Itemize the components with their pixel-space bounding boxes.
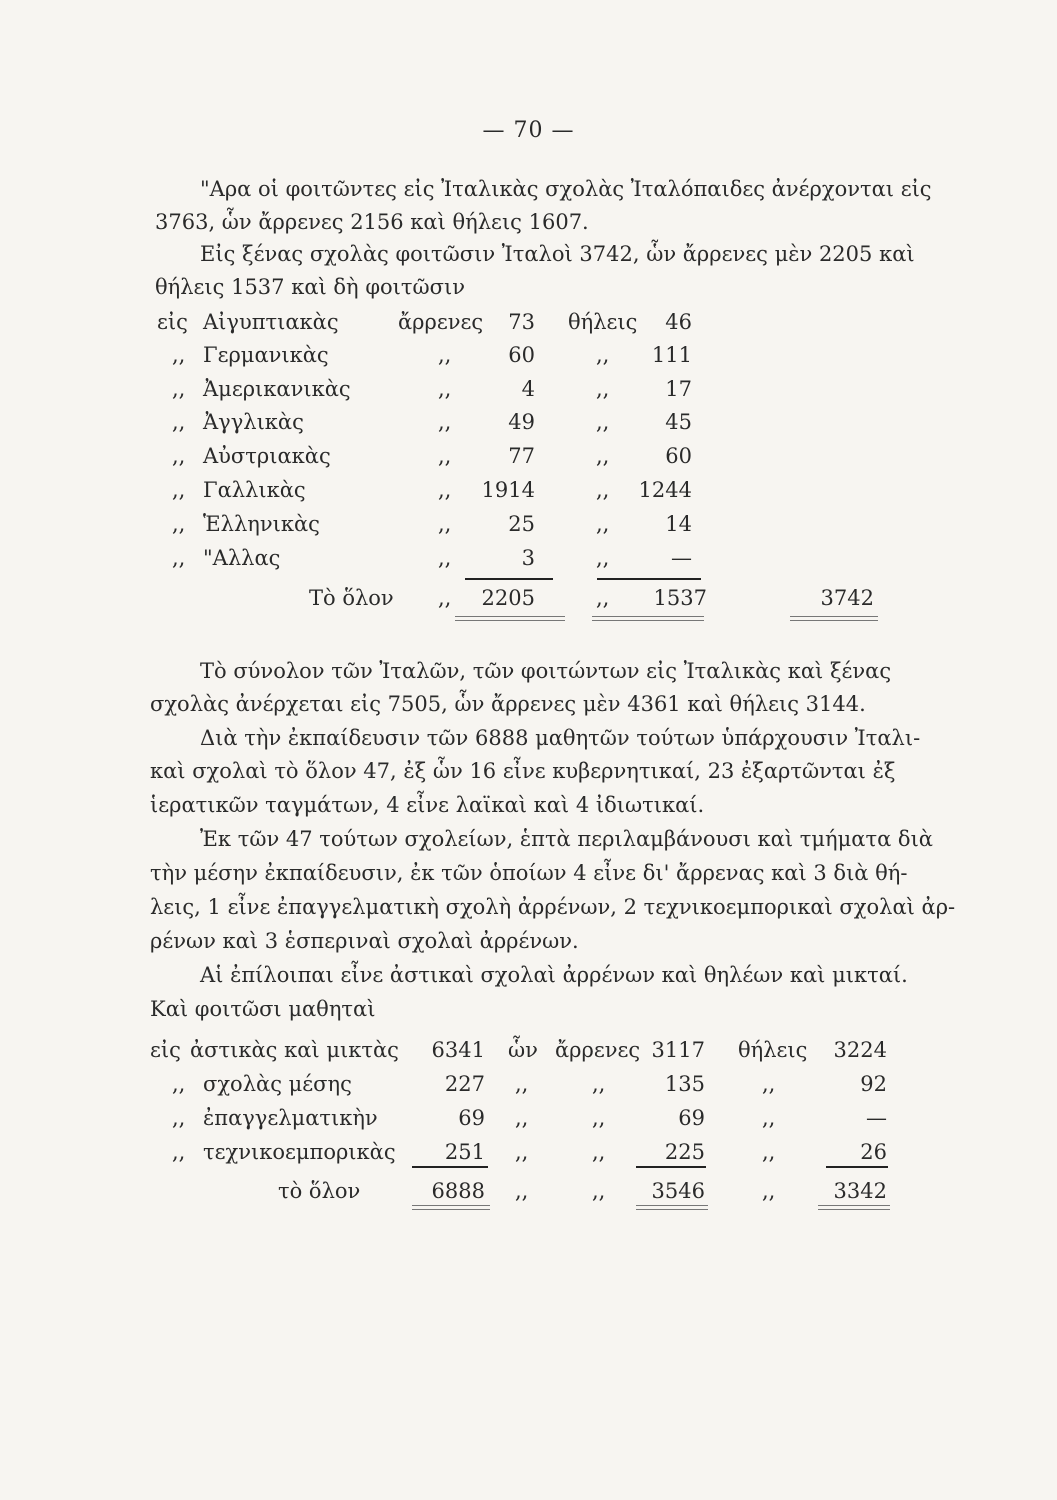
female-count: — xyxy=(671,546,692,570)
school-type: Αἰγυπτιακὰς xyxy=(203,310,339,334)
paragraph-line: Διὰ τὴν ἐκπαίδευσιν τῶν 6888 μαθητῶν τούτων ὑπάρχουσιν Ἰταλι- xyxy=(200,726,921,750)
male-count: 225 xyxy=(664,1140,705,1164)
male-label: ,, xyxy=(438,444,452,468)
paragraph-line: θήλεις 1537 καὶ δὴ φοιτῶσιν xyxy=(155,275,465,299)
female-count: 45 xyxy=(665,410,692,434)
row-prefix: ,, xyxy=(172,444,186,468)
female-count: 1244 xyxy=(638,478,692,502)
row-prefix: ,, xyxy=(172,343,186,367)
sum-rule xyxy=(412,1166,488,1168)
school-type: ἐπαγγελματικὴν xyxy=(203,1106,378,1130)
male-total: 2205 xyxy=(481,586,535,610)
male-total: 3546 xyxy=(651,1179,705,1203)
paragraph-line: ρένων καὶ 3 ἑσπεριναὶ σχολαὶ ἀρρένων. xyxy=(150,929,579,953)
male-label: ,, xyxy=(438,512,452,536)
female-count: 26 xyxy=(860,1140,887,1164)
row-prefix: ,, xyxy=(172,1140,186,1164)
female-label: θήλεις xyxy=(568,310,638,334)
school-type: Γερμανικὰς xyxy=(203,343,329,367)
male-label: ,, xyxy=(592,1072,606,1096)
female-label: ,, xyxy=(762,1106,776,1130)
female-count: 14 xyxy=(665,512,692,536)
sum-rule xyxy=(465,578,553,580)
student-total: 6341 xyxy=(431,1038,485,1062)
female-total: 3342 xyxy=(833,1179,887,1203)
row-prefix: ,, xyxy=(172,1106,186,1130)
row-prefix: εἰς xyxy=(150,1038,181,1062)
female-total: 1537 xyxy=(653,586,707,610)
ditto: ,, xyxy=(515,1140,529,1164)
school-type: Γαλλικὰς xyxy=(203,478,306,502)
school-type: Αὐστριακὰς xyxy=(203,444,331,468)
school-type: Ἀγγλικὰς xyxy=(203,410,304,434)
male-count: 3 xyxy=(521,546,535,570)
row-prefix: εἰς xyxy=(157,310,188,334)
double-rule xyxy=(592,616,704,621)
female-label: ,, xyxy=(596,586,610,610)
total-label: τὸ ὅλον xyxy=(278,1179,361,1203)
female-count: 111 xyxy=(651,343,692,367)
female-label: ,, xyxy=(596,410,610,434)
female-label: ,, xyxy=(762,1140,776,1164)
male-count: 135 xyxy=(664,1072,705,1096)
male-count: 3117 xyxy=(651,1038,705,1062)
paragraph-line: καὶ σχολαὶ τὸ ὅλον 47, ἐξ ὧν 16 εἶνε κυβερνητικαί, 23 ἐξαρτῶνται ἐξ xyxy=(150,759,896,783)
male-label: ,, xyxy=(438,377,452,401)
total-label: Τὸ ὅλον xyxy=(309,586,394,610)
female-count: 92 xyxy=(860,1072,887,1096)
grand-total: 3742 xyxy=(820,586,874,610)
ditto: ,, xyxy=(515,1106,529,1130)
male-label: ,, xyxy=(592,1106,606,1130)
paragraph-line: Εἰς ξένας σχολὰς φοιτῶσιν Ἰταλοὶ 3742, ὧν ἄρρενες μὲν 2205 καὶ xyxy=(200,242,915,266)
row-prefix: ,, xyxy=(172,377,186,401)
school-type: τεχνικοεμπορικὰς xyxy=(203,1140,396,1164)
paragraph-line: σχολὰς ἀνέρχεται εἰς 7505, ὧν ἄρρενες μὲν 4361 καὶ θήλεις 3144. xyxy=(150,692,866,716)
female-count: 17 xyxy=(665,377,692,401)
student-total: 227 xyxy=(444,1072,485,1096)
row-prefix: ,, xyxy=(172,546,186,570)
male-count: 69 xyxy=(678,1106,705,1130)
paragraph-line: Καὶ φοιτῶσι μαθηταὶ xyxy=(150,997,376,1021)
male-label: ,, xyxy=(438,343,452,367)
male-label: ,, xyxy=(438,546,452,570)
school-type: ἀστικὰς καὶ μικτὰς xyxy=(190,1038,399,1062)
sum-rule xyxy=(826,1166,888,1168)
double-rule xyxy=(455,616,565,621)
female-label: ,, xyxy=(596,343,610,367)
paragraph-line: "Αρα οἱ φοιτῶντες εἰς Ἰταλικὰς σχολὰς Ἰταλόπαιδες ἀνέρχονται εἰς xyxy=(200,177,932,201)
sum-rule xyxy=(636,1166,706,1168)
paragraph-line: τὴν μέσην ἐκπαίδευσιν, ἐκ τῶν ὁποίων 4 εἶνε δι' ἄρρενας καὶ 3 διὰ θή- xyxy=(150,861,908,885)
double-rule xyxy=(790,616,878,621)
female-count: — xyxy=(866,1106,887,1130)
male-label: ,, xyxy=(438,586,452,610)
school-type: "Αλλας xyxy=(203,546,281,570)
male-count: 77 xyxy=(508,444,535,468)
male-label: ἄρρενες xyxy=(555,1038,641,1062)
row-prefix: ,, xyxy=(172,1072,186,1096)
school-type: Ἀμερικανικὰς xyxy=(203,377,351,401)
male-count: 4 xyxy=(521,377,535,401)
male-label: ,, xyxy=(438,410,452,434)
row-prefix: ,, xyxy=(172,478,186,502)
ditto: ,, xyxy=(515,1072,529,1096)
sum-rule xyxy=(597,578,701,580)
paragraph-line: λεις, 1 εἶνε ἐπαγγελματικὴ σχολὴ ἀρρένων, 2 τεχνικοεμπορικαὶ σχολαὶ ἀρ- xyxy=(150,895,956,919)
paragraph-line: Αἱ ἐπίλοιπαι εἶνε ἀστικαὶ σχολαὶ ἀρρένων καὶ θηλέων καὶ μικταί. xyxy=(200,963,908,987)
female-label: ,, xyxy=(596,512,610,536)
female-label: ,, xyxy=(762,1072,776,1096)
row-prefix: ,, xyxy=(172,512,186,536)
double-rule xyxy=(412,1205,490,1210)
female-label: ,, xyxy=(762,1179,776,1203)
female-label: ,, xyxy=(596,478,610,502)
of-whom: ὧν xyxy=(508,1038,538,1062)
female-count: 3224 xyxy=(833,1038,887,1062)
school-type: σχολὰς μέσης xyxy=(203,1072,352,1096)
male-label: ,, xyxy=(592,1140,606,1164)
male-count: 1914 xyxy=(481,478,535,502)
paragraph-line: 3763, ὧν ἄρρενες 2156 καὶ θήλεις 1607. xyxy=(155,210,589,234)
page-number: — 70 — xyxy=(482,118,575,143)
female-label: ,, xyxy=(596,377,610,401)
male-label: ,, xyxy=(592,1179,606,1203)
double-rule xyxy=(636,1205,708,1210)
male-count: 25 xyxy=(508,512,535,536)
student-total: 69 xyxy=(458,1106,485,1130)
male-count: 73 xyxy=(508,310,535,334)
row-prefix: ,, xyxy=(172,410,186,434)
female-count: 46 xyxy=(665,310,692,334)
school-type: Ἑλληνικὰς xyxy=(203,512,320,536)
female-label: ,, xyxy=(596,546,610,570)
male-count: 49 xyxy=(508,410,535,434)
male-label: ἄρρενες xyxy=(398,310,484,334)
female-count: 60 xyxy=(665,444,692,468)
ditto: ,, xyxy=(515,1179,529,1203)
student-grand-total: 6888 xyxy=(431,1179,485,1203)
male-label: ,, xyxy=(438,478,452,502)
male-count: 60 xyxy=(508,343,535,367)
double-rule xyxy=(818,1205,890,1210)
student-total: 251 xyxy=(444,1140,485,1164)
female-label: ,, xyxy=(596,444,610,468)
paragraph-line: Ἐκ τῶν 47 τούτων σχολείων, ἑπτὰ περιλαμβάνουσι καὶ τμήματα διὰ xyxy=(200,827,933,851)
female-label: θήλεις xyxy=(738,1038,808,1062)
paragraph-line: ἱερατικῶν ταγμάτων, 4 εἶνε λαϊκαὶ καὶ 4 ἰδιωτικαί. xyxy=(150,793,705,817)
paragraph-line: Τὸ σύνολον τῶν Ἰταλῶν, τῶν φοιτώντων εἰς Ἰταλικὰς καὶ ξένας xyxy=(200,659,892,683)
